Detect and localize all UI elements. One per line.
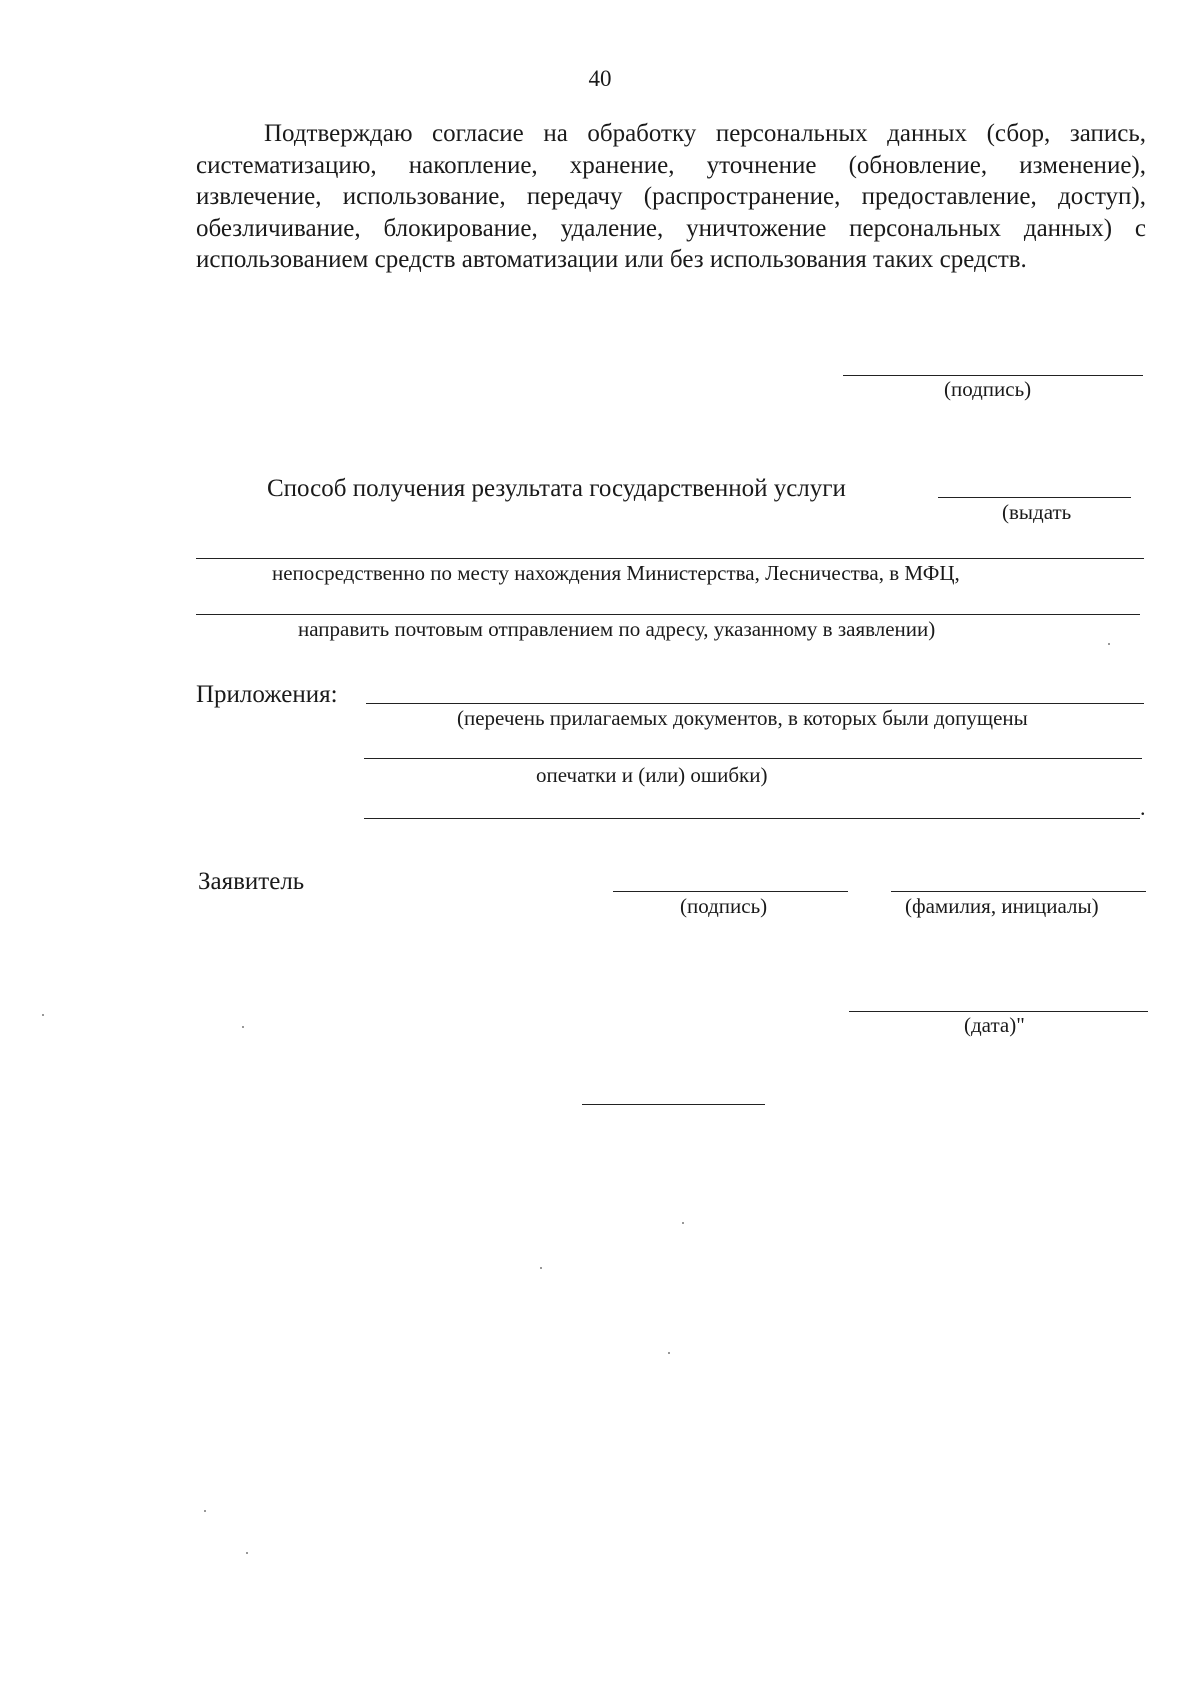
page-number: 40 (588, 66, 612, 91)
delivery-line-3[interactable] (196, 614, 1140, 615)
delivery-line-2[interactable] (196, 558, 1144, 559)
attachments-end-mark: . (1140, 795, 1146, 820)
scan-speck (204, 1510, 206, 1512)
applicant-date-line[interactable] (849, 1011, 1148, 1012)
attachments-hint-2: опечатки и (или) ошибки) (536, 763, 768, 787)
applicant-signature-line[interactable] (613, 891, 848, 892)
scan-speck (682, 1222, 684, 1224)
delivery-hint-3: направить почтовым отправлением по адресу, указанному в заявлении) (298, 617, 936, 641)
attachments-line-2[interactable] (364, 758, 1142, 759)
delivery-method-line[interactable] (938, 497, 1131, 498)
closing-separator-line (582, 1104, 765, 1105)
scan-speck (242, 1026, 244, 1028)
delivery-hint-2: непосредственно по месту нахождения Министерства, Лесничества, в МФЦ, (272, 561, 960, 585)
consent-paragraph: Подтверждаю согласие на обработку персональных данных (сбор, запись, систематизацию, накопление, хранение, уточнение (обновление, изменение), извлечение, использование, передачу (распространение, предоставление, доступ), обезличивание, блокирование, удаление, уничтожение персональных данных) с использованием средств автоматизации или без использования таких средств. (196, 120, 1146, 273)
consent-signature-caption: (подпись) (944, 377, 1032, 401)
applicant-date-caption: (дата)" (964, 1013, 1025, 1037)
attachments-label: Приложения: (196, 681, 338, 708)
applicant-signature-caption: (подпись) (680, 894, 768, 918)
delivery-method-label: Способ получения результата государственной услуги (267, 475, 846, 502)
scan-speck (540, 1267, 542, 1269)
scan-speck (668, 1352, 670, 1354)
scan-speck (42, 1014, 44, 1016)
scan-speck (1108, 643, 1110, 645)
attachments-line-1[interactable] (366, 703, 1144, 704)
applicant-label: Заявитель (198, 868, 305, 895)
applicant-name-caption: (фамилия, инициалы) (905, 894, 1099, 918)
delivery-hint-1: (выдать (1002, 500, 1072, 524)
attachments-hint-1: (перечень прилагаемых документов, в которых были допущены (457, 706, 1028, 730)
attachments-line-3[interactable] (364, 818, 1140, 819)
scan-speck (246, 1552, 248, 1554)
consent-signature-line[interactable] (843, 375, 1143, 376)
applicant-name-line[interactable] (891, 891, 1146, 892)
